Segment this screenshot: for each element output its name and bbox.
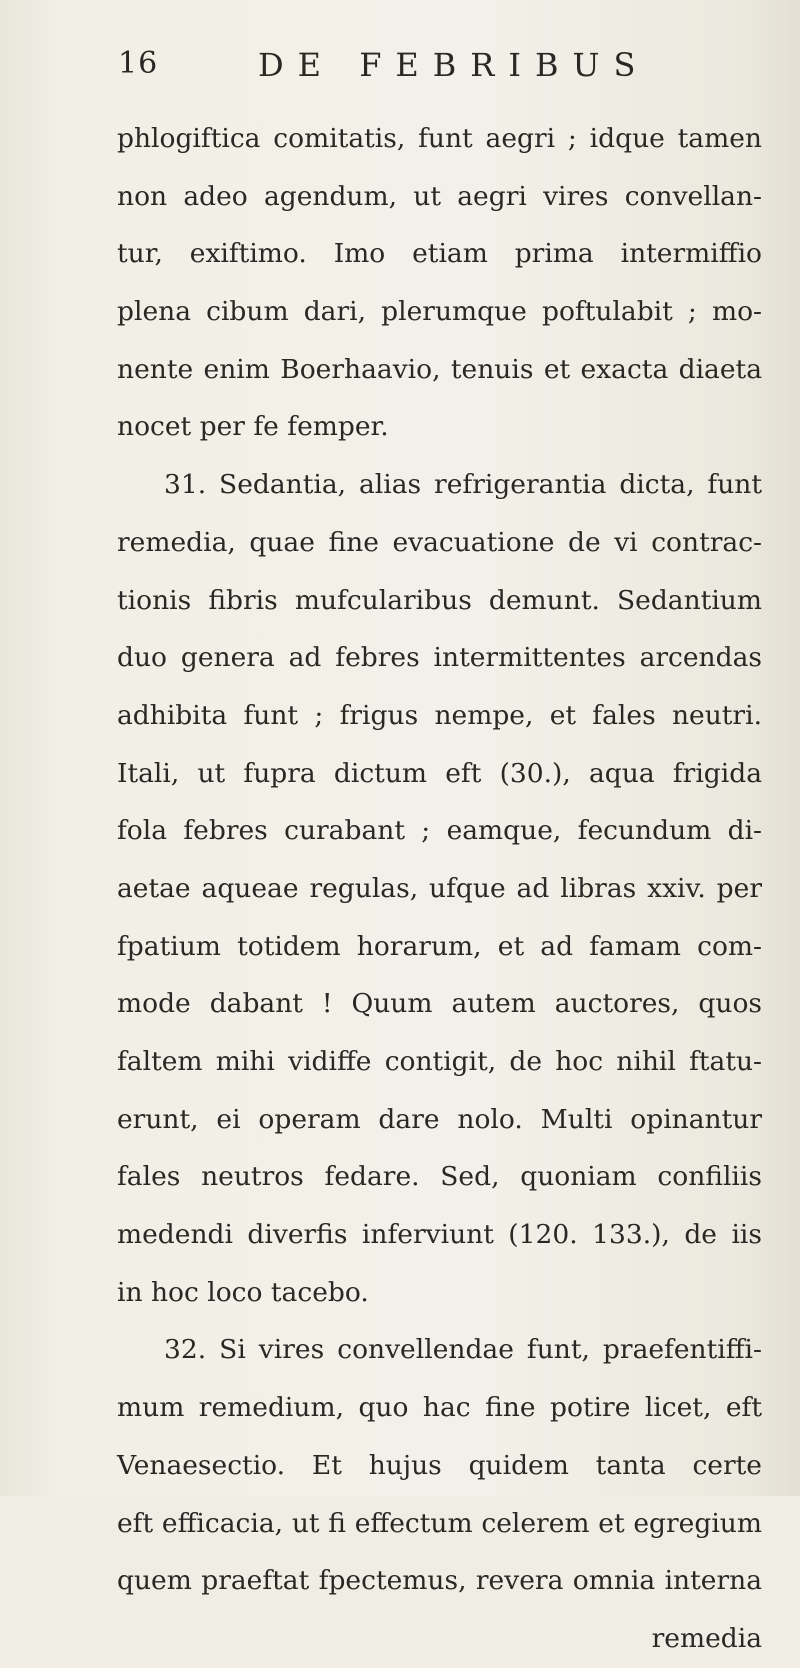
- text-line: eft efficacia, ut fi effectum celerem et egregium: [117, 1507, 762, 1539]
- body-text: [117, 110, 762, 1668]
- text-line: quem praeftat fpectemus, revera omnia interna: [117, 1565, 762, 1597]
- text-line: plena cibum dari, plerumque poftulabit ; mo-: [117, 296, 762, 328]
- text-line: Itali, ut fupra dictum eft (30.), aqua frigida: [117, 757, 762, 789]
- text-line: aetae aqueae regulas, ufque ad libras xxiv. per: [117, 872, 762, 904]
- text-line: fola febres curabant ; eamque, fecundum di-: [117, 815, 762, 847]
- text-line: nente enim Boerhaavio, tenuis et exacta diaeta: [117, 353, 762, 385]
- text-line: duo genera ad febres intermittentes arcendas: [117, 642, 762, 674]
- text-line: mum remedium, quo hac fine potire licet, eft: [117, 1392, 762, 1424]
- text-line: tur, exiftimo. Imo etiam prima intermiffio: [117, 238, 762, 270]
- catchword: remedia: [651, 1622, 762, 1654]
- text-line: Venaesectio. Et hujus quidem tanta certe: [117, 1449, 762, 1481]
- page-number: 16: [118, 46, 159, 81]
- text-line: in hoc loco tacebo.: [117, 1276, 369, 1308]
- header-title: DE FEBRIBUS: [258, 46, 650, 84]
- text-line: remedia, quae fine evacuatione de vi contrac-: [117, 526, 762, 558]
- text-line: tionis fibris mufcularibus demunt. Sedantium: [117, 584, 762, 616]
- paragraph-32-start: 32. Si vires convellendae funt, praefentiffi-: [164, 1334, 762, 1366]
- text-line: non adeo agendum, ut aegri vires convellan-: [117, 180, 762, 212]
- text-line: phlogiftica comitatis, funt aegri ; idque tamen: [117, 123, 762, 154]
- text-line: erunt, ei operam dare nolo. Multi opinantur: [117, 1103, 762, 1135]
- text-line: medendi diverfis inferviunt (120. 133.), de iis: [117, 1219, 762, 1251]
- running-head: [118, 46, 758, 86]
- text-line: nocet per fe femper.: [117, 411, 389, 443]
- paragraph-31-start: 31. Sedantia, alias refrigerantia dicta, funt: [164, 469, 762, 501]
- text-line: adhibita funt ; frigus nempe, et fales neutri.: [117, 699, 762, 731]
- text-line: faltem mihi vidiffe contigit, de hoc nihil ftatu-: [117, 1046, 762, 1077]
- text-line: fales neutros fedare. Sed, quoniam confiliis: [117, 1161, 762, 1193]
- text-line: fpatium totidem horarum, et ad famam com-: [117, 930, 762, 962]
- text-line: mode dabant ! Quum autem auctores, quos: [117, 988, 762, 1020]
